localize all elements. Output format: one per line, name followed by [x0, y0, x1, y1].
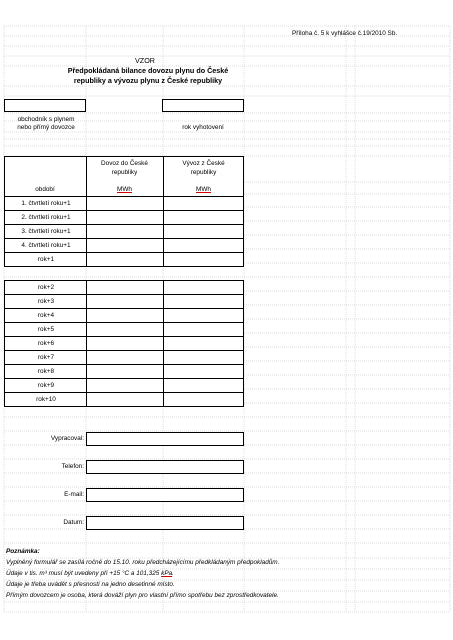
- trader-input[interactable]: [4, 99, 86, 112]
- export-value-cell[interactable]: [163, 252, 244, 267]
- year-row: [4, 252, 244, 267]
- period-cell: [4, 224, 87, 239]
- email-input[interactable]: [86, 488, 244, 502]
- note-unit-kpa: kPa: [161, 570, 173, 577]
- year-row: [4, 336, 244, 351]
- year-row: [4, 392, 244, 407]
- period-label-text: 4. čtvrtletí roku+1: [21, 242, 71, 249]
- import-column-head-line1: Dovoz do České: [101, 160, 148, 167]
- phone-input[interactable]: [86, 460, 244, 474]
- import-value-cell[interactable]: [86, 378, 164, 393]
- period-label-text: rok+4: [37, 312, 55, 319]
- period-label-text: rok+7: [37, 354, 55, 361]
- period-cell: [4, 364, 87, 379]
- export-value-cell[interactable]: [163, 280, 244, 295]
- export-value-cell[interactable]: [163, 336, 244, 351]
- import-column-head-line2: republiky: [111, 169, 138, 176]
- export-value-cell[interactable]: [163, 322, 244, 337]
- import-value-cell[interactable]: [86, 238, 164, 253]
- note-line4: Přímým dovozcem je osoba, která dováží plyn pro vlastní přímo spotřebu bez zprostředkovatele.: [6, 592, 279, 599]
- form-title-line2: republiky a vývozu plynu z České republiky: [73, 76, 223, 85]
- period-label-text: rok+1: [37, 256, 55, 263]
- period-cell: [4, 294, 87, 309]
- export-value-cell[interactable]: [163, 350, 244, 365]
- note-line3: Údaje je třeba uvádět s přesností na jedno desetinné místo.: [6, 581, 175, 588]
- period-label-text: rok+2: [37, 284, 55, 291]
- export-value-cell[interactable]: [163, 210, 244, 225]
- period-cell: [4, 322, 87, 337]
- period-label-text: rok+9: [37, 382, 55, 389]
- import-value-cell[interactable]: [86, 350, 164, 365]
- note-line2: Údaje v tis. m³ musí být uvedeny při +15 °C a 101,325 kPa.: [6, 570, 174, 577]
- quarter-row: [4, 238, 244, 253]
- trader-label-line1: obchodník s plynem: [17, 116, 75, 123]
- export-column-head-line2: republiky: [190, 169, 217, 176]
- period-label-text: rok+6: [37, 340, 55, 347]
- year-row: [4, 378, 244, 393]
- import-value-cell[interactable]: [86, 280, 164, 295]
- period-label: období: [35, 186, 55, 193]
- import-value-cell[interactable]: [86, 224, 164, 239]
- period-label-text: rok+3: [37, 298, 55, 305]
- period-label-text: rok+5: [37, 326, 55, 333]
- year-row: [4, 280, 244, 295]
- period-cell: [4, 336, 87, 351]
- trader-label-line2: nebo přímý dovozce: [17, 124, 75, 131]
- form-title-line1: Předpokládaná bilance dovozu plynu do České: [67, 66, 229, 75]
- attachment-reference: Příloha č. 5 k vyhlášce č.19/2010 Sb.: [292, 30, 398, 37]
- export-value-cell[interactable]: [163, 224, 244, 239]
- period-cell: [4, 392, 87, 407]
- quarter-row: [4, 196, 244, 211]
- year-row: [4, 308, 244, 323]
- note-heading: Poznámka:: [6, 548, 40, 555]
- year-row: [4, 322, 244, 337]
- period-cell: [4, 196, 87, 211]
- quarter-row: [4, 210, 244, 225]
- export-value-cell[interactable]: [163, 308, 244, 323]
- year-of-issue-label: rok vyhotovení: [182, 124, 224, 131]
- import-unit: MWh: [117, 186, 132, 193]
- period-cell: [4, 238, 87, 253]
- export-column-head-line1: Vývoz z České: [182, 160, 225, 167]
- period-cell: [4, 210, 87, 225]
- import-value-cell[interactable]: [86, 322, 164, 337]
- period-cell: [4, 378, 87, 393]
- note-line1: Vyplněný formulář se zasílá ročně do 15.10. roku předcházejícímu předkládaným předpokladům.: [6, 559, 280, 566]
- period-label-text: rok+10: [36, 396, 56, 403]
- vzor-label: VZOR: [135, 56, 155, 65]
- prepared-by-label: Vypracoval:: [50, 435, 84, 442]
- import-value-cell[interactable]: [86, 196, 164, 211]
- period-label-text: rok+8: [37, 368, 55, 375]
- import-value-cell[interactable]: [86, 364, 164, 379]
- period-label-text: 1. čtvrtletí roku+1: [21, 200, 71, 207]
- date-label: Datum:: [63, 519, 84, 526]
- import-value-cell[interactable]: [86, 392, 164, 407]
- date-input[interactable]: [86, 516, 244, 530]
- email-label: E-mail:: [64, 491, 84, 498]
- year-row: [4, 294, 244, 309]
- quarter-row: [4, 224, 244, 239]
- import-value-cell[interactable]: [86, 308, 164, 323]
- period-label-text: 3. čtvrtletí roku+1: [21, 228, 71, 235]
- year-row: [4, 364, 244, 379]
- import-value-cell[interactable]: [86, 294, 164, 309]
- period-cell: [4, 350, 87, 365]
- export-unit: MWh: [196, 186, 211, 193]
- export-value-cell[interactable]: [163, 364, 244, 379]
- export-value-cell[interactable]: [163, 378, 244, 393]
- period-cell: [4, 252, 87, 267]
- period-cell: [4, 308, 87, 323]
- period-cell: [4, 280, 87, 295]
- year-row: [4, 350, 244, 365]
- export-value-cell[interactable]: [163, 392, 244, 407]
- export-value-cell[interactable]: [163, 238, 244, 253]
- export-value-cell[interactable]: [163, 294, 244, 309]
- period-label-text: 2. čtvrtletí roku+1: [21, 214, 71, 221]
- phone-label: Telefon:: [61, 463, 84, 470]
- import-value-cell[interactable]: [86, 210, 164, 225]
- import-value-cell[interactable]: [86, 336, 164, 351]
- year-of-issue-input[interactable]: [162, 99, 244, 112]
- prepared-by-input[interactable]: [86, 432, 244, 446]
- export-value-cell[interactable]: [163, 196, 244, 211]
- import-value-cell[interactable]: [86, 252, 164, 267]
